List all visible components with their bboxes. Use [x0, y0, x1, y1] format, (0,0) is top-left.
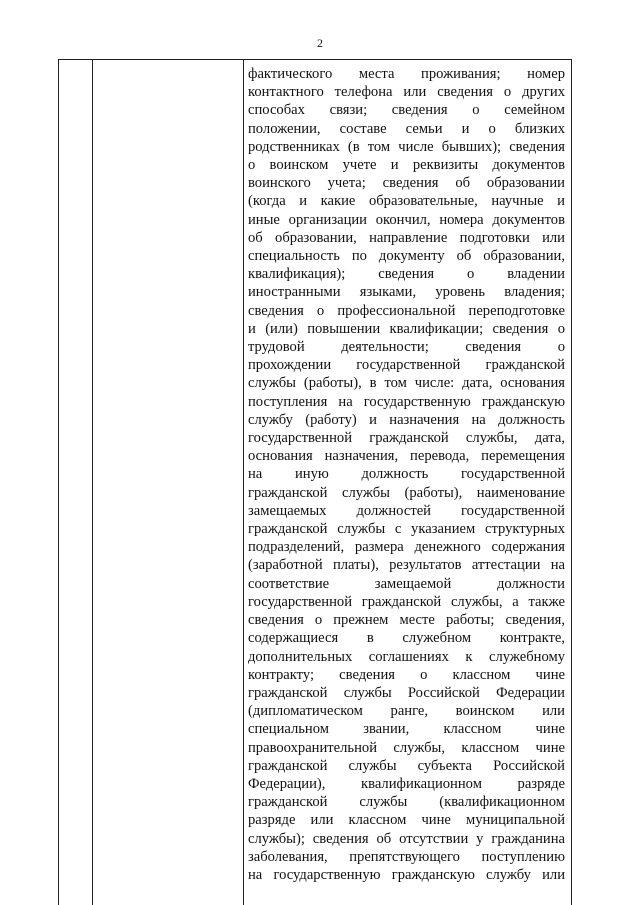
text-line: иностранными языками, уровень владения; [248, 284, 565, 301]
text-line: контракту; сведения о классном чине [248, 666, 565, 683]
text-line: на государственную гражданскую службу или [248, 866, 565, 883]
text-line: трудовой деятельности; сведения о [248, 339, 565, 356]
text-line: квалификация); сведения о владении [248, 266, 565, 283]
text-line: гражданской службы (работы), наименование [248, 484, 565, 501]
text-line: об образовании, направление подготовки или [248, 229, 565, 246]
text-line: службы); сведения об отсутствии у гражданина [248, 830, 565, 847]
text-line: контактного телефона или сведения о других [248, 84, 565, 101]
text-line: государственной гражданской службы, дата, [248, 430, 565, 447]
text-line: о воинском учете и реквизиты документов [248, 157, 565, 174]
table-column-number [59, 60, 93, 905]
text-line: воинского учета; сведения об образовании [248, 175, 565, 192]
table-column-category [93, 60, 244, 905]
text-line: правоохранительной службы, классном чине [248, 739, 565, 756]
text-line: (дипломатическом ранге, воинском или [248, 703, 565, 720]
text-line: государственной гражданской службы, а также [248, 593, 565, 610]
page-number: 2 [317, 36, 323, 50]
text-line: (когда и какие образовательные, научные и [248, 193, 565, 210]
text-line: положении, составе семьи и о близких [248, 120, 565, 137]
text-line: подразделений, размера денежного содержания [248, 539, 565, 556]
text-line: гражданской службы Российской Федерации [248, 684, 565, 701]
text-line: Федерации), квалификационном разряде [248, 775, 565, 792]
text-line: службу (работу) и назначения на должность [248, 411, 565, 428]
text-line: специальность по документу об образовании, [248, 248, 565, 265]
text-line: специальном звании, классном чине [248, 721, 565, 738]
text-line: на иную должность государственной [248, 466, 565, 483]
text-line: иные организации окончил, номера документов [248, 211, 565, 228]
text-line: (заработной платы), результатов аттестации на [248, 557, 565, 574]
text-line: фактического места проживания; номер [248, 66, 565, 82]
table-cell-text [248, 65, 565, 884]
text-line: гражданской службы субъекта Российской [248, 757, 565, 774]
text-line: замещаемых должностей государственной [248, 502, 565, 519]
text-line: и (или) повышении квалификации; сведения о [248, 320, 565, 337]
text-line: заболевания, препятствующего поступлению [248, 848, 565, 865]
text-line: службы (работы), в том числе: дата, основания [248, 375, 565, 392]
text-line: прохождении государственной гражданской [248, 357, 565, 374]
text-line: сведения о профессиональной переподготовке [248, 302, 565, 319]
text-line: дополнительных соглашениях к служебному [248, 648, 565, 665]
text-line: содержащиеся в служебном контракте, [248, 630, 565, 647]
text-line: гражданской службы с указанием структурных [248, 521, 565, 538]
text-line: сведения о прежнем месте работы; сведения, [248, 612, 565, 629]
text-line: разряде или классном чине муниципальной [248, 812, 565, 829]
text-line: поступления на государственную гражданскую [248, 393, 565, 410]
text-line: гражданской службы (квалификационном [248, 794, 565, 811]
table-column-content [244, 60, 571, 905]
text-line: соответствие замещаемой должности [248, 575, 565, 592]
text-line: способах связи; сведения о семейном [248, 102, 565, 119]
document-table [58, 59, 572, 905]
text-line: основания назначения, перевода, перемещения [248, 448, 565, 465]
text-line: родственниках (в том числе бывших); сведения [248, 138, 565, 155]
